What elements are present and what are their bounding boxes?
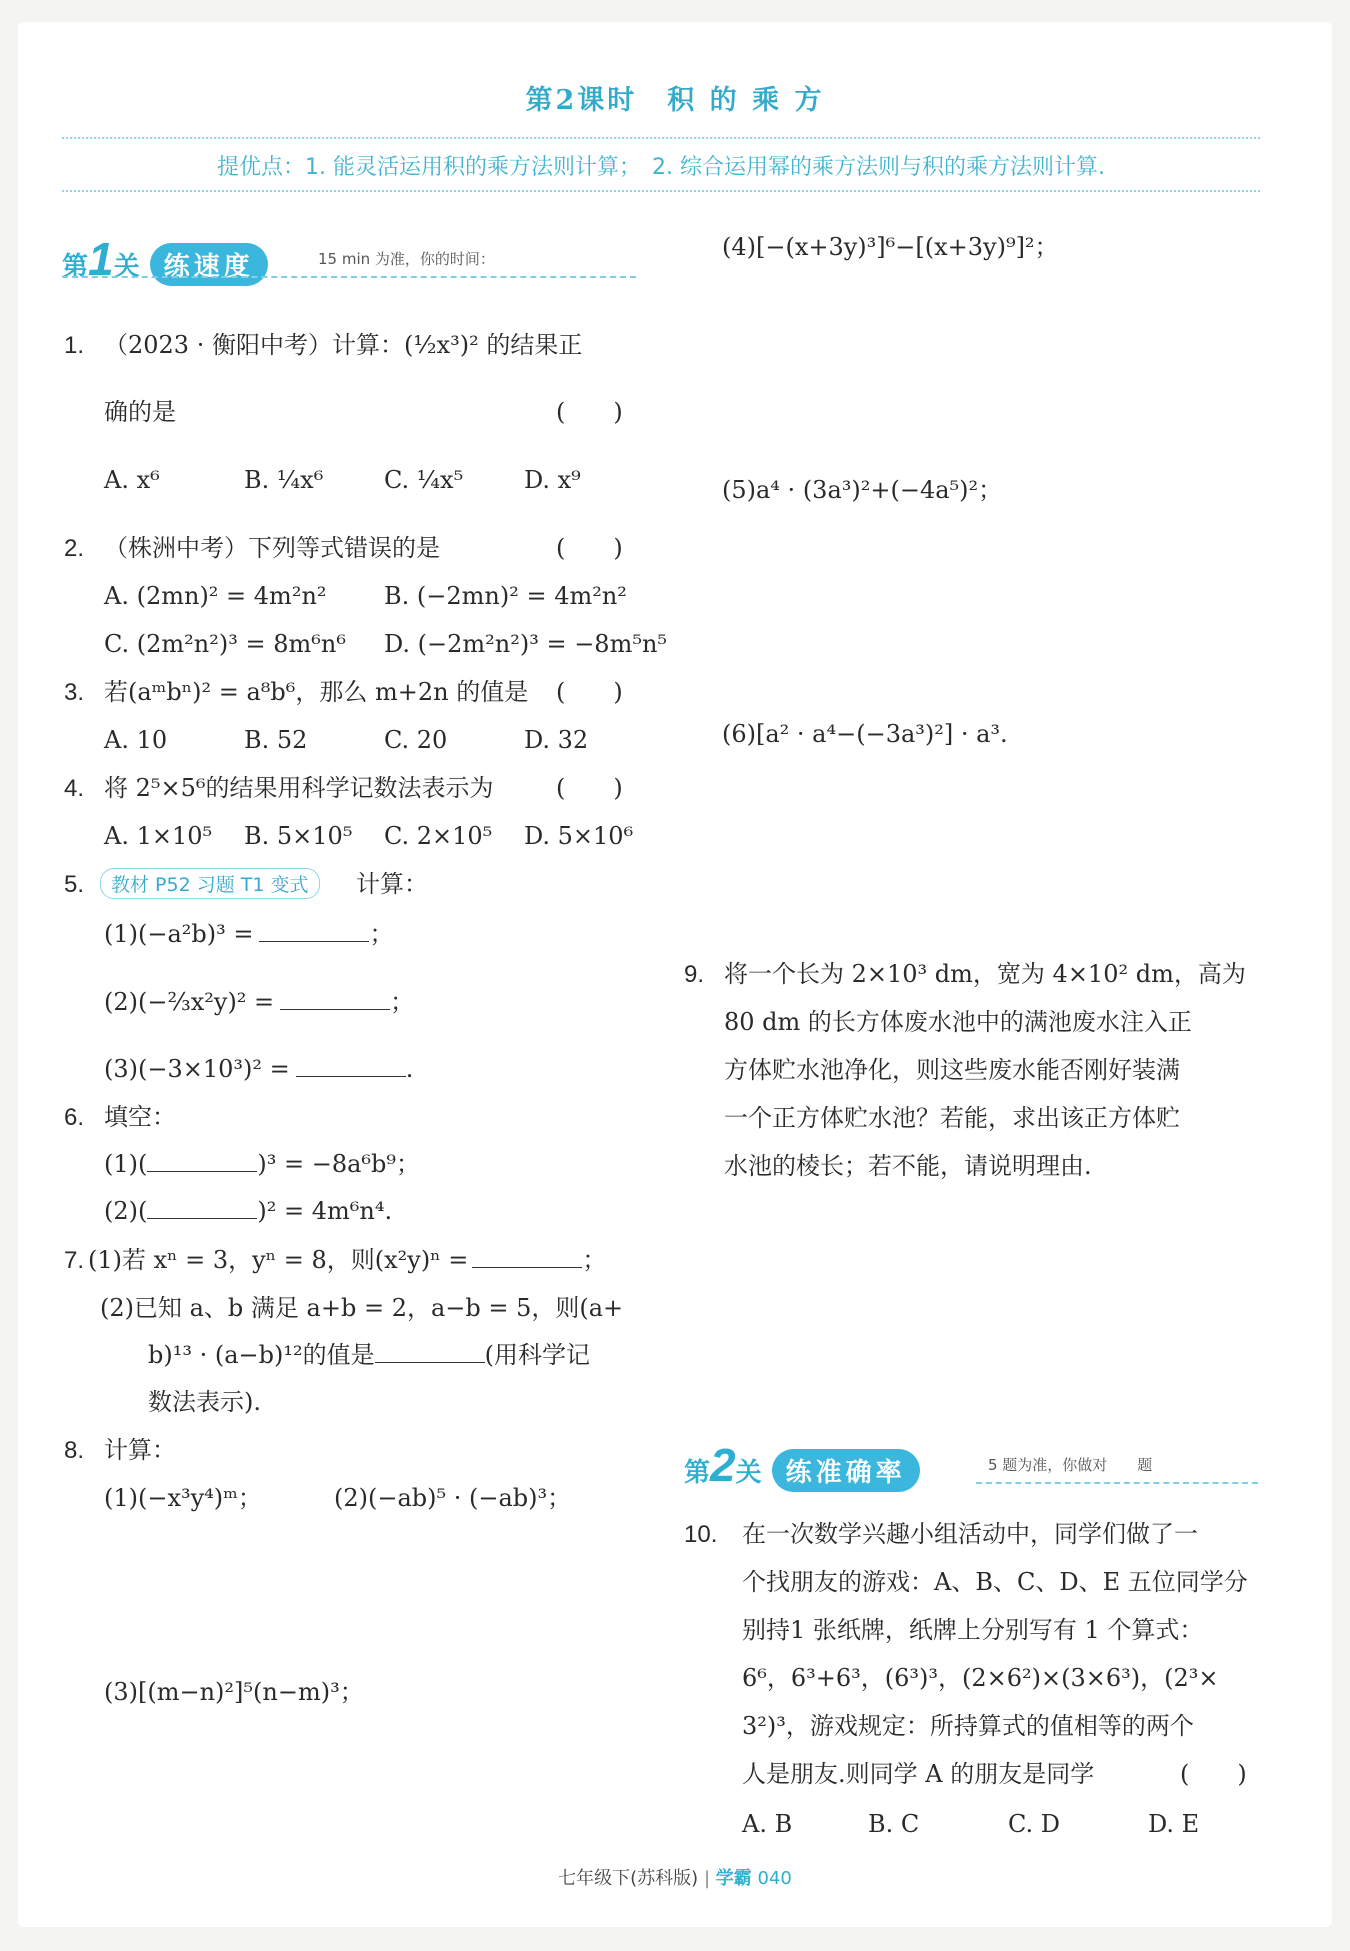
stage1-suffix: 关 (113, 251, 140, 281)
q4-text: 将 2⁵×5⁶的结果用科学记数法表示为 (104, 774, 494, 802)
q2-text: （株洲中考）下列等式错误的是 (104, 534, 440, 562)
q4-option-b: B. 5×10⁵ (244, 822, 353, 850)
footer-separator: | (703, 1868, 711, 1889)
q3-option-b: B. 52 (244, 726, 308, 754)
q3-option-d: D. 32 (524, 726, 589, 754)
q4-option-d: D. 5×10⁶ (524, 822, 634, 850)
stage2-dashline (976, 1482, 1258, 1484)
q1-bracket: ( ) (556, 398, 623, 426)
q6-item-2: (2)( )² = 4m⁶n⁴. (104, 1197, 393, 1225)
q5-text: 计算： (356, 870, 428, 898)
top-divider (62, 137, 1260, 139)
q10-option-c: C. D (1008, 1810, 1061, 1838)
q5-item-3: (3)(−3×10³)² = . (104, 1055, 414, 1083)
q8-item-2: (2)(−ab)⁵ · (−ab)³； (334, 1484, 572, 1512)
q1-text: （2023 · 衡阳中考）计算：(½x³)² 的结果正 (104, 331, 583, 359)
q10-option-b: B. C (868, 1810, 920, 1838)
footer-brand: 学霸 (715, 1868, 752, 1889)
q2-option-b: B. (−2mn)² = 4m²n² (384, 582, 627, 610)
q10-line-6: 人是朋友.则同学 A 的朋友是同学 (742, 1760, 1095, 1788)
q10-line-3: 别持1 张纸牌，纸牌上分别写有 1 个算式： (742, 1616, 1204, 1644)
q4-number: 4. (64, 775, 85, 802)
q3-number: 3. (64, 679, 85, 706)
q10-bracket: ( ) (1180, 1760, 1247, 1788)
q10-line-5: 3²)³，游戏规定：所持算式的值相等的两个 (742, 1712, 1194, 1740)
q5-number: 5. (64, 871, 85, 898)
q8-item-6: (6)[a² · a⁴−(−3a³)²] · a³. (722, 720, 1008, 748)
q10-option-d: D. E (1148, 1810, 1200, 1838)
stage1-dashline (62, 276, 636, 278)
stage2-pill: 练准确率 (772, 1449, 920, 1492)
q5-item-1: (1)(−a²b)³ = ； (104, 920, 394, 948)
q8-number: 8. (64, 1437, 85, 1464)
q8-text: 计算： (104, 1436, 176, 1464)
bottom-divider (62, 190, 1260, 192)
q8-item-3: (3)[(m−n)²]⁵(n−m)³； (104, 1678, 364, 1706)
lesson-title: 第2课时 积 的 乘 方 (525, 85, 825, 116)
q10-number: 10. (684, 1521, 718, 1548)
stage2-heading (684, 1438, 920, 1492)
q6-number: 6. (64, 1104, 85, 1131)
page-number: 040 (757, 1868, 792, 1889)
q9-line-2: 80 dm 的长方体废水池中的满池废水注入正 (724, 1008, 1192, 1036)
q2-bracket: ( ) (556, 534, 623, 562)
q9-line-4: 一个正方体贮水池？若能，求出该正方体贮 (724, 1104, 1180, 1132)
q8-item-5: (5)a⁴ · (3a³)²+(−4a⁵)²； (722, 476, 1003, 504)
q3-option-c: C. 20 (384, 726, 448, 754)
q10-line-1: 在一次数学兴趣小组活动中，同学们做了一 (742, 1520, 1198, 1548)
q1-option-b: B. ¼x⁶ (244, 466, 324, 494)
q1-option-d: D. x⁹ (524, 466, 581, 494)
stage2-prefix: 第 (684, 1457, 711, 1487)
q7-number: 7. (64, 1247, 85, 1274)
q6-text: 填空： (104, 1103, 176, 1131)
footer-grade: 七年级下(苏科版) (558, 1868, 699, 1889)
q7-line3: b)¹³ · (a−b)¹²的值是 (用科学记 (148, 1341, 590, 1369)
stage2-note: 5 题为准，你做对 题 (988, 1456, 1153, 1474)
q1-option-a: A. x⁶ (104, 466, 160, 494)
q2-number: 2. (64, 535, 85, 562)
stage1-prefix: 第 (62, 251, 89, 281)
q9-line-5: 水池的棱长；若不能，请说明理由. (724, 1152, 1092, 1180)
q1-number: 1. (64, 332, 85, 359)
q9-number: 9. (684, 961, 705, 988)
q4-option-c: C. 2×10⁵ (384, 822, 493, 850)
q2-option-d: D. (−2m²n²)³ = −8m⁵n⁵ (384, 630, 668, 658)
q10-option-a: A. B (742, 1810, 793, 1838)
q2-option-c: C. (2m²n²)³ = 8m⁶n⁶ (104, 630, 346, 658)
q1-option-c: C. ¼x⁵ (384, 466, 464, 494)
stage2-suffix: 关 (735, 1457, 762, 1487)
stage2-number: 2 (710, 1439, 736, 1491)
q8-item-1: (1)(−x³y⁴)ᵐ； (104, 1484, 262, 1512)
q10-line-2: 个找朋友的游戏：A、B、C、D、E 五位同学分 (742, 1568, 1248, 1596)
stage1-pill: 练速度 (150, 243, 268, 286)
q4-bracket: ( ) (556, 774, 623, 802)
stage1-number: 1 (88, 233, 114, 285)
q7-line2: (2)已知 a、b 满足 a+b = 2，a−b = 5，则(a+ (100, 1294, 624, 1322)
q7-line4: 数法表示). (148, 1388, 261, 1416)
q6-item-1: (1)( )³ = −8a⁶b⁹； (104, 1150, 421, 1178)
key-points: 提优点：1. 能灵活运用积的乘方法则计算； 2. 综合运用幂的乘方法则与积的乘方法则计算. (217, 155, 1105, 180)
stage1-note: 15 min 为准，你的时间： (318, 250, 495, 268)
q9-line-3: 方体贮水池净化，则这些废水能否刚好装满 (724, 1056, 1180, 1084)
q4-option-a: A. 1×10⁵ (104, 822, 213, 850)
q10-line-4: 6⁶，6³+6³，(6³)³，(2×6²)×(3×6³)，(2³× (742, 1664, 1219, 1692)
q8-item-4: (4)[−(x+3y)³]⁶−[(x+3y)⁹]²； (722, 233, 1059, 261)
q3-bracket: ( ) (556, 678, 623, 706)
q3-option-a: A. 10 (104, 726, 168, 754)
q7-line1: (1)若 xⁿ = 3，yⁿ = 8，则(x²y)ⁿ = ； (88, 1246, 607, 1274)
q1-text2: 确的是 (104, 398, 176, 426)
q2-option-a: A. (2mn)² = 4m²n² (104, 582, 327, 610)
q9-line-1: 将一个长为 2×10³ dm，宽为 4×10² dm，高为 (724, 960, 1246, 988)
q3-text: 若(aᵐbⁿ)² = a⁸b⁶，那么 m+2n 的值是 (104, 678, 529, 706)
page-footer (0, 1864, 1350, 1890)
q5-tag: 教材 P52 习题 T1 变式 (100, 868, 320, 899)
q5-item-2: (2)(−⅔x²y)² = ； (104, 988, 415, 1016)
